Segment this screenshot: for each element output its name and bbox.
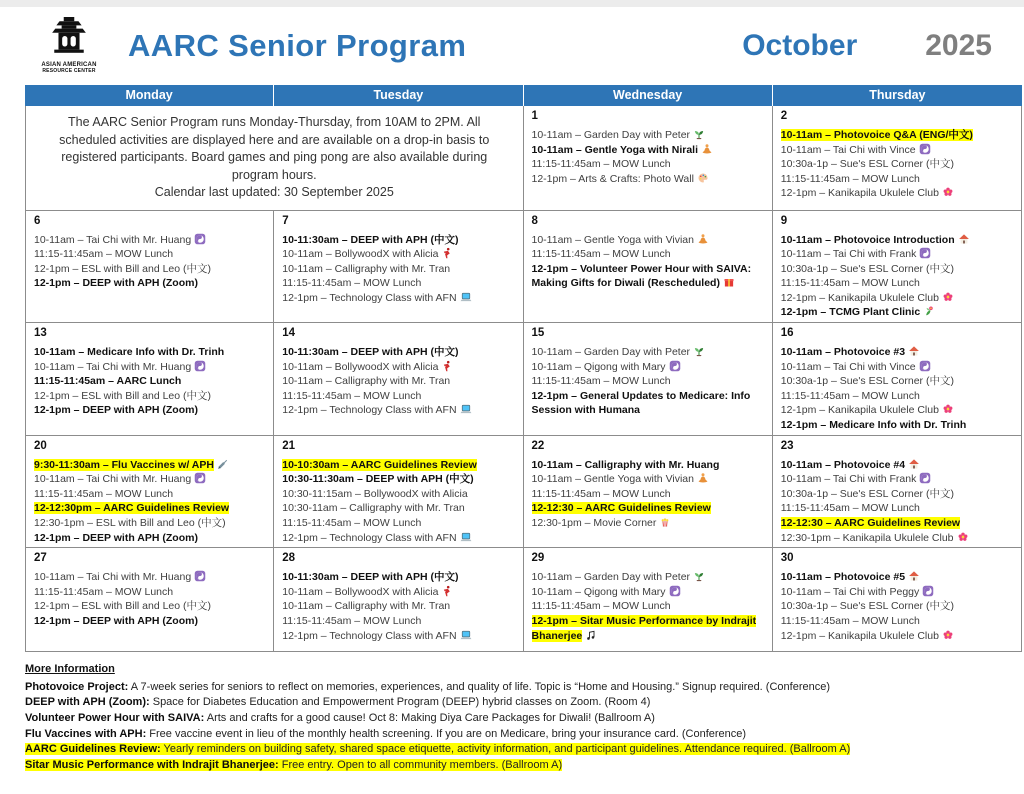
calendar-event: 10-11am – Gentle Yoga with Vivian xyxy=(532,472,768,487)
page-title: AARC Senior Program xyxy=(128,28,467,63)
calendar-event: 11:15-11:45am – MOW Lunch xyxy=(780,277,920,290)
calendar-event: 10-11am – Photovoice Q&A (ENG/中文) xyxy=(780,129,973,141)
syringe-icon xyxy=(217,458,229,470)
day-cell-6 xyxy=(25,211,274,324)
hibiscus-icon xyxy=(942,629,954,641)
calendar-event: 10-11am – BollywoodX with Alicia xyxy=(282,360,518,375)
page-top-strip xyxy=(0,0,1024,7)
calendar-event: 12-1pm – Kanikapila Ukulele Club xyxy=(781,403,1017,418)
calendar-event: 11:15-11:45am – MOW Lunch xyxy=(531,487,671,500)
week-row-3 xyxy=(25,323,1022,436)
day-cell-1 xyxy=(524,106,773,211)
hibiscus-icon xyxy=(942,186,954,198)
calendar-event: 12-1pm – ESL with Bill and Leo (中文) xyxy=(34,600,212,613)
yinyang-icon xyxy=(194,233,206,245)
yinyang-icon xyxy=(919,360,931,372)
date-number: 1 xyxy=(531,110,538,122)
calendar-event: 12-12:30 – AARC Guidelines Review xyxy=(780,517,961,529)
yoga-icon xyxy=(697,472,709,484)
footer-note: Sitar Music Performance with Indrajit Bhanerjee: Free entry. Open to all community members. (Ballroom A) xyxy=(25,758,563,771)
calendar-event: 12-1pm – DEEP with APH (Zoom) xyxy=(34,404,198,417)
calendar-event: 11:15-11:45am – MOW Lunch xyxy=(780,172,920,185)
calendar-event: 10-11am – Calligraphy with Mr. Tran xyxy=(282,262,451,275)
calendar-event: 11:15-11:45am – MOW Lunch xyxy=(34,585,174,598)
calendar-event: 12-1pm – DEEP with APH (Zoom) xyxy=(34,531,198,544)
calendar-event: 11:15-11:45am – MOW Lunch xyxy=(531,248,671,261)
day-cell-30 xyxy=(773,548,1022,652)
calendar-event: 12-12:30 – AARC Guidelines Review xyxy=(531,502,711,515)
calendar-event: 10-11am – Gentle Yoga with Vivian xyxy=(532,233,768,248)
calendar-event: 12-1pm – Volunteer Power Hour with SAIVA: Making Gifts for Diwali (Rescheduled) xyxy=(531,262,752,290)
calendar-event: 10-11am – Gentle Yoga with Nirali xyxy=(532,143,768,158)
yinyang-icon xyxy=(194,472,206,484)
date-number: 20 xyxy=(34,439,47,452)
calendar-event: 12-1pm – Technology Class with AFN xyxy=(282,531,518,546)
calendar-event: 10-11am – Garden Day with Peter xyxy=(532,345,768,360)
calendar-event: 10-11am – Qigong with Mary xyxy=(532,585,768,600)
calendar-event: 10-11am – Photovoice Introduction xyxy=(781,233,1017,248)
calendar-event: 12-1pm – DEEP with APH (Zoom) xyxy=(34,614,198,627)
yinyang-icon xyxy=(669,585,681,597)
yinyang-icon xyxy=(194,360,206,372)
calendar-event: 10:30-11:15am – BollywoodX with Alicia xyxy=(282,487,468,500)
seedling-icon xyxy=(693,128,705,140)
calendar-event: 11:15-11:45am – MOW Lunch xyxy=(282,517,422,529)
tower-icon xyxy=(46,17,92,57)
laptop-icon xyxy=(460,629,472,641)
date-number: 21 xyxy=(282,439,296,452)
yinyang-icon xyxy=(919,472,931,484)
week-row-4 xyxy=(25,436,1022,549)
calendar xyxy=(25,85,1022,652)
calendar-event: 10:30a-1p – Sue's ESL Corner (中文) xyxy=(780,262,954,275)
calendar-event: 12-1pm – General Updates to Medicare: Info Session with Humana xyxy=(531,389,751,417)
calendar-event: 10:30-11am – Calligraphy with Mr. Tran xyxy=(282,502,465,515)
calendar-event: 10-11am – Tai Chi with Mr. Huang xyxy=(34,570,269,585)
calendar-event: 10:30a-1p – Sue's ESL Corner (中文) xyxy=(780,487,954,500)
aarc-logo xyxy=(36,17,102,75)
day-cell-15 xyxy=(524,323,773,436)
calendar-event: 10-11am – Tai Chi with Peggy xyxy=(781,585,1017,600)
popcorn-icon xyxy=(659,516,671,528)
day-cell-22 xyxy=(524,436,773,549)
calendar-event: 11:15-11:45am – MOW Lunch xyxy=(282,277,422,290)
day-cell-29 xyxy=(524,548,773,652)
day-header-monday: Monday xyxy=(25,85,274,106)
footer-notes xyxy=(25,680,999,774)
logo-caption-line1: ASIAN AMERICAN xyxy=(41,62,97,69)
house-icon xyxy=(908,570,920,582)
date-number: 28 xyxy=(282,552,296,565)
hibiscus-icon xyxy=(957,531,969,543)
calendar-event: 12-1pm – Kanikapila Ukulele Club xyxy=(781,629,1017,644)
calendar-event: 10-11:30am – DEEP with APH (中文) xyxy=(282,233,459,246)
seedling-icon xyxy=(693,345,705,357)
yinyang-icon xyxy=(919,247,931,259)
calendar-event: 11:15-11:45am – MOW Lunch xyxy=(531,375,671,388)
calendar-event: 10-11:30am – DEEP with APH (中文) xyxy=(282,571,459,584)
calendar-event: 11:15-11:45am – MOW Lunch xyxy=(531,600,671,613)
calendar-event: 10-11am – Tai Chi with Frank xyxy=(781,472,1017,487)
calendar-event: 10-11am – Calligraphy with Mr. Tran xyxy=(282,375,451,388)
day-cell-8 xyxy=(524,211,773,324)
calendar-weeks xyxy=(25,106,1022,652)
laptop-icon xyxy=(460,403,472,415)
calendar-event: 12:30-1pm – Kanikapila Ukulele Club xyxy=(781,531,1017,546)
calendar-event: 12-1pm – DEEP with APH (Zoom) xyxy=(34,277,198,290)
dancer-icon xyxy=(441,585,453,597)
calendar-event: 10-11am – Tai Chi with Mr. Huang xyxy=(34,360,269,375)
yinyang-icon xyxy=(669,360,681,372)
gift-icon xyxy=(723,276,735,288)
day-cell-9 xyxy=(773,211,1022,324)
calendar-event: 10:30-11:30am – DEEP with APH (中文) xyxy=(282,473,474,486)
calendar-event: 10-11am – Tai Chi with Vince xyxy=(781,360,1017,375)
day-header-thursday: Thursday xyxy=(869,88,926,102)
program-intro-text: The AARC Senior Program runs Monday-Thursday, from 10AM to 2PM. All scheduled activities are displayed here and are available on a drop-in basis to registered participants. Board games and ping pong are also available during program hours. xyxy=(59,115,490,182)
more-information-heading: More Information xyxy=(25,663,115,676)
calendar-event: 11:15-11:45am – MOW Lunch xyxy=(34,248,174,261)
calendar-event: 12-1pm – Technology Class with AFN xyxy=(282,291,518,306)
laptop-icon xyxy=(460,291,472,303)
calendar-event: 10-11am – Qigong with Mary xyxy=(532,360,768,375)
day-cell-2 xyxy=(773,106,1022,211)
date-number: 27 xyxy=(34,552,47,565)
calendar-event: 12:30-1pm – ESL with Bill and Leo (中文) xyxy=(34,517,226,529)
footer-note: DEEP with APH (Zoom): Space for Diabetes Education and Empowerment Program (DEEP) hybrid classes on Zoom. (Room 4) xyxy=(25,696,651,709)
more-information-section xyxy=(25,662,999,773)
week-row-1 xyxy=(25,106,1022,211)
dancer-icon xyxy=(441,360,453,372)
calendar-event: 12-1pm – Technology Class with AFN xyxy=(282,403,518,418)
calendar-event: 12-1pm – Medicare Info with Dr. Trinh xyxy=(780,419,967,432)
footer-note: AARC Guidelines Review: Yearly reminders on building safety, shared space etiquette, activity information, and participant guidelines. Attendance required. (Ballroom A) xyxy=(25,743,851,756)
calendar-event: 10-11am – Photovoice #3 xyxy=(781,345,1017,360)
date-number: 6 xyxy=(34,214,41,227)
seedling-icon xyxy=(693,570,705,582)
day-cell-7 xyxy=(274,211,523,324)
calendar-event: 10-11am – Calligraphy with Mr. Tran xyxy=(282,600,451,613)
date-number: 9 xyxy=(780,214,788,227)
laptop-icon xyxy=(460,531,472,543)
calendar-event: 11:15-11:45am – MOW Lunch xyxy=(34,487,174,500)
calendar-event: 12-1pm – Kanikapila Ukulele Club xyxy=(781,186,1017,201)
calendar-event: 10:30a-1p – Sue's ESL Corner (中文) xyxy=(780,158,954,171)
calendar-event: 10:30a-1p – Sue's ESL Corner (中文) xyxy=(780,375,954,388)
calendar-event: 10-11am – Tai Chi with Mr. Huang xyxy=(34,472,269,487)
day-header-wednesday: Wednesday xyxy=(524,85,773,106)
calendar-year: 2025 xyxy=(925,29,992,62)
calendar-event: 11:15-11:45am – MOW Lunch xyxy=(780,502,920,515)
date-number: 13 xyxy=(34,327,47,340)
calendar-event: 10-11:30am – DEEP with APH (中文) xyxy=(282,346,459,359)
calendar-event: 12-1pm – Technology Class with AFN xyxy=(282,629,518,644)
calendar-event: 11:15-11:45am – MOW Lunch xyxy=(282,614,422,627)
yinyang-icon xyxy=(919,143,931,155)
calendar-event: 10-11am – Calligraphy with Mr. Huang xyxy=(531,458,720,471)
calendar-event: 10-11am – BollywoodX with Alicia xyxy=(282,247,518,262)
day-cell-13 xyxy=(25,323,274,436)
yinyang-icon xyxy=(194,570,206,582)
calendar-event: 12-1pm – Arts & Crafts: Photo Wall xyxy=(532,172,768,187)
footer-note: Volunteer Power Hour with SAIVA: Arts and crafts for a good cause! Oct 8: Making Diya Care Packages for Diwali! (Ballroom A) xyxy=(25,711,655,724)
page-header xyxy=(0,7,1024,81)
yoga-icon xyxy=(701,143,713,155)
music-icon xyxy=(585,629,597,641)
day-cell-21 xyxy=(274,436,523,549)
calendar-event: 10:30a-1p – Sue's ESL Corner (中文) xyxy=(780,600,954,613)
house-icon xyxy=(958,233,970,245)
calendar-event: 11:15-11:45am – AARC Lunch xyxy=(34,375,182,388)
calendar-event: 10-11am – Tai Chi with Mr. Huang xyxy=(34,233,269,248)
logo-caption-line2: RESOURCE CENTER xyxy=(42,68,96,75)
day-cell-16 xyxy=(773,323,1022,436)
date-number: 2 xyxy=(780,110,788,122)
date-number: 15 xyxy=(531,327,545,340)
date-number: 16 xyxy=(780,327,794,340)
date-number: 23 xyxy=(780,439,794,452)
calendar-event: 11:15-11:45am – MOW Lunch xyxy=(780,389,920,402)
calendar-event: 10-11am – Tai Chi with Frank xyxy=(781,247,1017,262)
day-cell-23 xyxy=(773,436,1022,549)
hibiscus-icon xyxy=(942,291,954,303)
date-number: 14 xyxy=(282,327,296,340)
dancer-icon xyxy=(441,247,453,259)
calendar-event: 10-11am – Medicare Info with Dr. Trinh xyxy=(34,346,225,359)
day-cell-14 xyxy=(274,323,523,436)
date-number: 8 xyxy=(531,214,538,227)
calendar-event: 11:15-11:45am – MOW Lunch xyxy=(282,389,422,402)
hibiscus-icon xyxy=(942,403,954,415)
calendar-event: 10-11am – Photovoice #4 xyxy=(781,458,1017,473)
footer-note: Photovoice Project: A 7-week series for seniors to reflect on memories, experiences, and quality of life. Topic is “Home and Housing.” Signup required. (Conference) xyxy=(25,680,830,693)
week-row-2 xyxy=(25,211,1022,324)
calendar-event: 12-1pm – Sitar Music Performance by Indrajit Bhanerjee xyxy=(531,614,757,642)
plant-icon xyxy=(923,305,935,317)
calendar-event: 12-1pm – ESL with Bill and Leo (中文) xyxy=(34,389,212,402)
calendar-event: 12-1pm – TCMG Plant Clinic xyxy=(781,305,1017,320)
calendar-event: 10-11am – Photovoice #5 xyxy=(781,570,1017,585)
calendar-event: 12-12:30pm – AARC Guidelines Review xyxy=(34,502,230,515)
calendar-event: 10-10:30am – AARC Guidelines Review xyxy=(282,458,477,471)
week-row-5 xyxy=(25,548,1022,652)
calendar-event: 10-11am – Garden Day with Peter xyxy=(532,570,768,585)
calendar-event: 10-11am – Garden Day with Peter xyxy=(532,128,768,143)
calendar-event: 12:30-1pm – Movie Corner xyxy=(532,516,768,531)
house-icon xyxy=(908,345,920,357)
calendar-event: 9:30-11:30am – Flu Vaccines w/ APH xyxy=(34,458,269,473)
date-number: 30 xyxy=(780,552,794,565)
calendar-event: 10-11am – BollywoodX with Alicia xyxy=(282,585,518,600)
day-header-tuesday: Tuesday xyxy=(274,85,523,106)
calendar-event: 10-11am – Tai Chi with Vince xyxy=(781,143,1017,158)
house-icon xyxy=(908,458,920,470)
day-cell-28 xyxy=(274,548,523,652)
palette-icon xyxy=(697,172,709,184)
yoga-icon xyxy=(697,233,709,245)
calendar-event: 12-1pm – Kanikapila Ukulele Club xyxy=(781,291,1017,306)
day-cell-20 xyxy=(25,436,274,549)
day-header-row xyxy=(25,85,1022,106)
date-number: 29 xyxy=(531,552,545,565)
day-cell-27 xyxy=(25,548,274,652)
date-number: 7 xyxy=(282,214,289,227)
calendar-event: 11:15-11:45am – MOW Lunch xyxy=(531,158,671,171)
program-intro-cell xyxy=(25,106,524,211)
date-number: 22 xyxy=(531,439,545,452)
calendar-last-updated: Calendar last updated: 30 September 2025 xyxy=(154,185,394,199)
calendar-event: 12-1pm – ESL with Bill and Leo (中文) xyxy=(34,262,212,275)
yinyang-icon xyxy=(922,585,934,597)
footer-note: Flu Vaccines with APH: Free vaccine event in lieu of the monthly health screening. If you are on Medicare, bring your insurance card. (Conference) xyxy=(25,727,747,740)
calendar-event: 11:15-11:45am – MOW Lunch xyxy=(780,614,920,627)
calendar-month: October xyxy=(742,29,858,62)
